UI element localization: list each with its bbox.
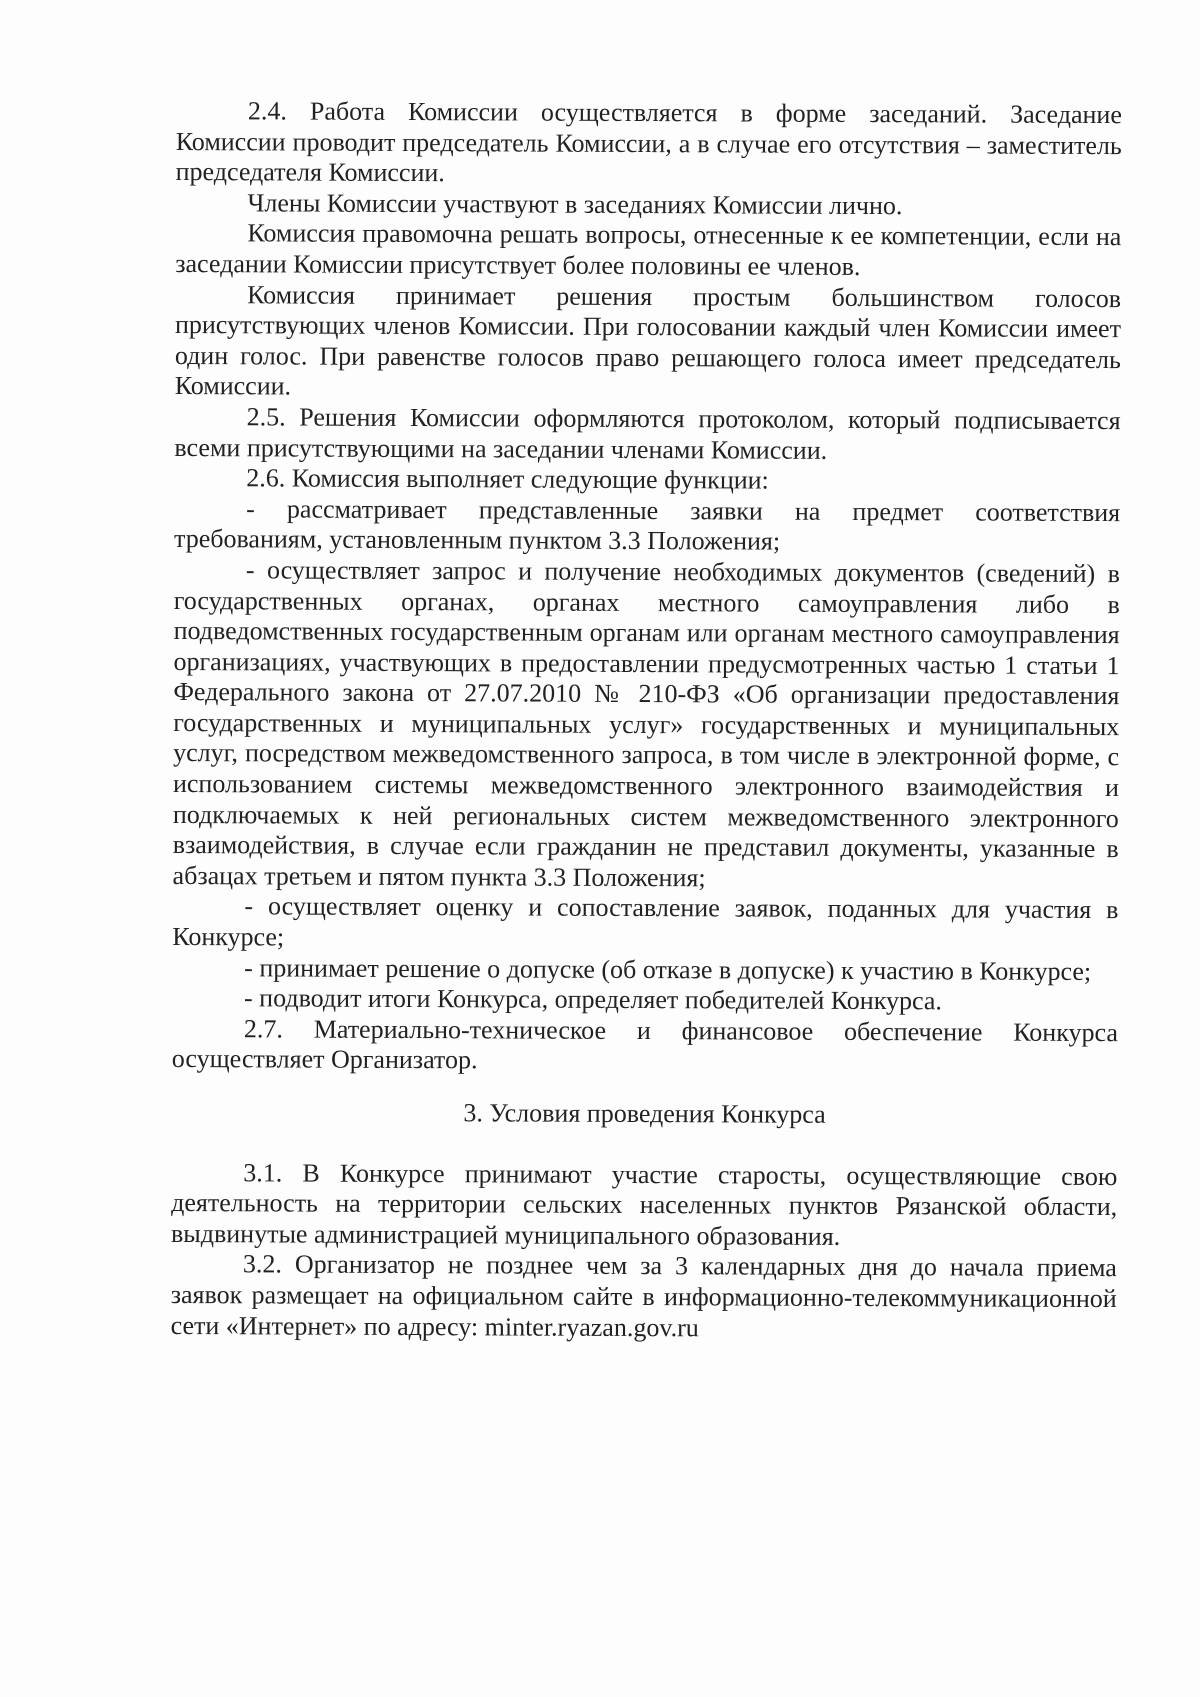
list-item-review-applications: - рассматривает представленные заявки на предмет соответствия требованиям, установленным пунктом 3.3 Положения; xyxy=(174,494,1121,556)
paragraph-2-6: 2.6. Комиссия выполняет следующие функции: xyxy=(246,463,769,495)
paragraph-voting: Комиссия принимает решения простым большинством голосов присутствующих членов Комиссии. При голосовании каждый член Комиссии имеет один голос. При равенстве голосов право решающего голоса имеет председатель Комиссии. xyxy=(174,279,1122,401)
list-item-evaluate-applications: - осуществляет оценку и сопоставление заявок, поданных для участия в Конкурсе; xyxy=(172,891,1119,952)
paragraph-2-5: 2.5. Решения Комиссии оформляются протоколом, который подписывается всеми присутствующими на заседании членами Комиссии. xyxy=(174,402,1121,465)
list-item-admission-decision: - принимает решение о допуске (об отказе в допуске) к участию в Конкурсе; xyxy=(244,952,1092,986)
document-body xyxy=(171,96,1122,1345)
paragraph-2-7: 2.7. Материально-техническое и финансовое обеспечение Конкурса осуществляет Организатор. xyxy=(171,1014,1118,1075)
paragraph-3-2: 3.2. Организатор не позднее чем за 3 календарных дня до начала приема заявок размещает на официальном сайте в информационно-телекоммуникационной сети «Интернет» по адресу: minter.ryazan.gov.ru xyxy=(170,1249,1117,1342)
paragraph-members-personal: Члены Комиссии участвуют в заседаниях Комиссии лично. xyxy=(247,188,903,220)
list-item-request-documents: - осуществляет запрос и получение необходимых документов (сведений) в государственных органах, органах местного самоуправления либо в подведомственных государственным органам или органам местного самоуправления организациях, участвующих в предоставлении предусмотренных частью 1 статьи 1 Федерального закона от 27.07.2010 № 210-ФЗ «Об организации предоставления государственных и муниципальных услуг» государственных и муниципальных услуг, посредством межведомственного запроса, в том числе в электронной форме, с использованием системы межведомственного электронного взаимодействия и подключаемых к ней региональных систем межведомственного электронного взаимодействия, в случае если гражданин не представил документы, указанные в абзацах третьем и пятом пункта 3.3 Положения; xyxy=(172,555,1120,893)
paragraph-quorum: Комиссия правомочна решать вопросы, отнесенные к ее компетенции, если на заседании Комиссии присутствует более половины ее членов. xyxy=(175,218,1122,281)
section-heading: 3. Условия проведения Конкурса xyxy=(463,1098,826,1129)
list-item-summarize-results: - подводит итоги Конкурса, определяет победителей Конкурса. xyxy=(244,983,942,1016)
paragraph-3-1: 3.1. В Конкурсе принимают участие старосты, осуществляющие свою деятельность на территории сельских населенных пунктов Рязанской области, выдвинутые администрацией муниципального образования. xyxy=(170,1157,1118,1251)
paragraph-2-4: 2.4. Работа Комиссии осуществляется в форме заседаний. Заседание Комиссии проводит председатель Комиссии, а в случае его отсутствия – заместитель председателя Комиссии. xyxy=(175,96,1122,188)
